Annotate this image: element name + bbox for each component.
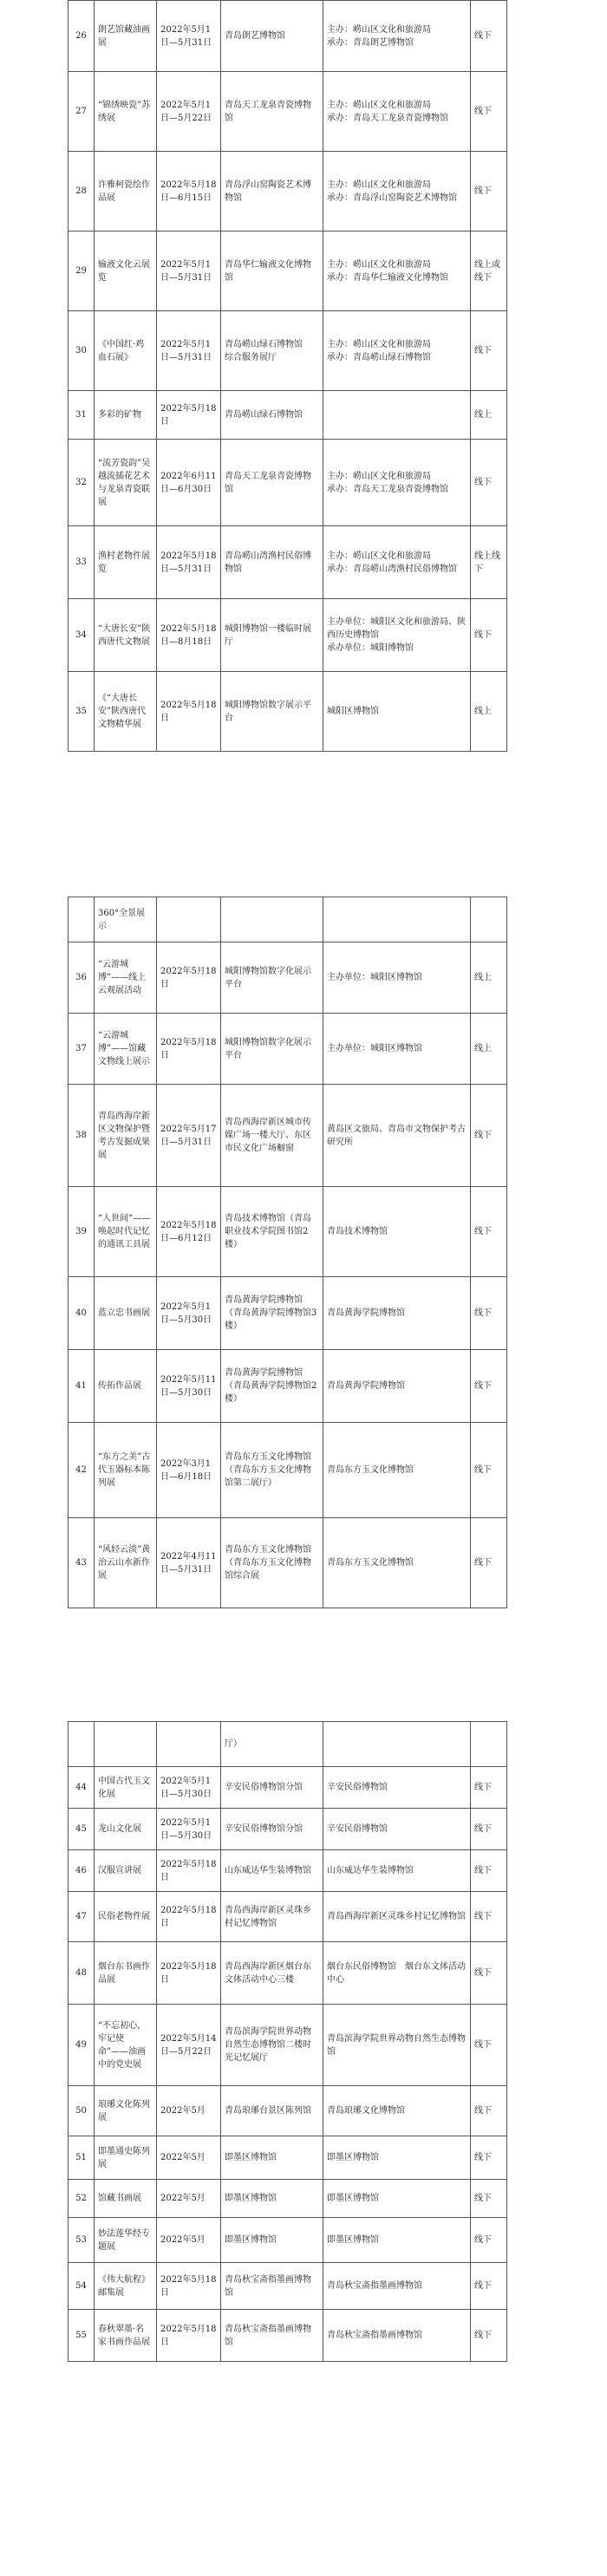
organizer: 即墨区博物馆	[323, 2218, 471, 2263]
organizer: 黄岛区文旅局、青岛市文物保护考古研究所	[323, 1085, 471, 1187]
exhibition-name: 朗艺馆藏油画展	[95, 1, 157, 72]
exhibition-mode: 线下	[471, 1187, 507, 1277]
table-row	[69, 1014, 507, 1085]
row-number: 37	[69, 1014, 95, 1085]
exhibition-venue: 青岛技术博物馆（青岛职业技术学院图书馆2楼）	[221, 1187, 323, 1277]
exhibition-venue: 辛安民俗博物馆分馆	[221, 1809, 323, 1850]
exhibition-venue: 青岛东方玉文化博物馆（青岛东方玉文化博物馆第二展厅）	[221, 1423, 323, 1518]
row-number: 28	[69, 152, 95, 232]
exhibition-mode: 线下	[471, 2086, 507, 2136]
exhibition-mode: 线下	[471, 1850, 507, 1892]
exhibition-name: 青岛西海岸新区文物保护暨考古发掘成果展	[95, 1085, 157, 1187]
exhibition-venue: 青岛黄海学院博物馆（青岛黄海学院博物馆3楼）	[221, 1277, 323, 1350]
exhibition-date: 2022年5月18日	[157, 391, 221, 440]
exhibition-mode: 线上	[471, 1014, 507, 1085]
exhibition-mode	[471, 897, 507, 942]
organizer: 主办：崂山区文化和旅游局 承办：青岛天工龙泉青瓷博物馆	[323, 440, 471, 526]
exhibition-date: 2022年5月	[157, 2218, 221, 2263]
exhibition-name: 烟台东书画作品展	[95, 1942, 157, 2005]
exhibition-venue: 青岛天工龙泉青瓷博物馆	[221, 440, 323, 526]
table-row	[69, 311, 507, 391]
organizer: 主办单位：城阳区博物馆	[323, 1014, 471, 1085]
exhibition-name: 汉服宣讲展	[95, 1850, 157, 1892]
organizer: 青岛黄海学院博物馆	[323, 1350, 471, 1423]
organizer	[323, 391, 471, 440]
row-number: 38	[69, 1085, 95, 1187]
exhibition-mode: 线下	[471, 152, 507, 232]
exhibition-venue: 青岛黄海学院博物馆（青岛黄海学院博物馆2楼）	[221, 1350, 323, 1423]
exhibition-date: 2022年5月18日	[157, 1014, 221, 1085]
row-number: 46	[69, 1850, 95, 1892]
table-row	[69, 1809, 507, 1850]
table-row	[69, 526, 507, 599]
exhibition-venue: 辛安民俗博物馆分馆	[221, 1767, 323, 1809]
exhibition-date: 2022年5月18日	[157, 1892, 221, 1942]
exhibition-mode: 线下	[471, 1085, 507, 1187]
row-number: 53	[69, 2218, 95, 2263]
table-row	[69, 1085, 507, 1187]
row-number: 52	[69, 2180, 95, 2218]
exhibition-venue: 城阳博物馆数字化展示平台	[221, 1014, 323, 1085]
exhibition-venue: 青岛天工龙泉青瓷博物馆	[221, 72, 323, 152]
exhibition-mode: 线上线下	[471, 526, 507, 599]
organizer: 主办单位：城阳区文化和旅游局、陕西历史博物馆 承办单位：城阳博物馆	[323, 599, 471, 672]
organizer: 即墨区博物馆	[323, 2136, 471, 2180]
exhibition-mode: 线下	[471, 2180, 507, 2218]
row-number: 26	[69, 1, 95, 72]
exhibition-name: 多彩的矿物	[95, 391, 157, 440]
organizer: 青岛秋宝斋指墨画博物馆	[323, 2310, 471, 2362]
exhibition-date: 2022年5月14日—5月22日	[157, 2005, 221, 2086]
table-row	[69, 2263, 507, 2310]
organizer: 青岛黄海学院博物馆	[323, 1277, 471, 1350]
exhibition-date: 2022年5月1日—5月30日	[157, 1277, 221, 1350]
organizer: 主办：崂山区文化和旅游局 承办：青岛天工龙泉青瓷博物馆	[323, 72, 471, 152]
exhibition-date: 2022年5月1日—5月30日	[157, 1767, 221, 1809]
exhibition-date: 2022年4月11日—5月31日	[157, 1518, 221, 1608]
organizer: 主办：崂山区文化和旅游局 承办：青岛崂山湾渔村民俗博物馆	[323, 526, 471, 599]
exhibition-mode: 线下	[471, 1, 507, 72]
table-row	[69, 942, 507, 1014]
exhibition-mode: 线上	[471, 672, 507, 752]
exhibition-table-page-1	[68, 0, 507, 752]
exhibition-date: 2022年3月1日—6月18日	[157, 1423, 221, 1518]
row-number: 41	[69, 1350, 95, 1423]
exhibition-venue	[221, 897, 323, 942]
exhibition-date: 2022年5月18日	[157, 2263, 221, 2310]
exhibition-name: 《“大唐长安”陕西唐代文物精华展	[95, 672, 157, 752]
row-number: 48	[69, 1942, 95, 2005]
exhibition-date: 2022年5月18日—6月12日	[157, 1187, 221, 1277]
exhibition-name: “锦绣映瓷”苏绣展	[95, 72, 157, 152]
exhibition-date: 2022年5月	[157, 2136, 221, 2180]
organizer: 辛安民俗博物馆	[323, 1767, 471, 1809]
row-number	[69, 897, 95, 942]
exhibition-name: 春秋翠墨·名家书画作品展	[95, 2310, 157, 2362]
row-number: 47	[69, 1892, 95, 1942]
exhibition-mode: 线下	[471, 2218, 507, 2263]
exhibition-name: 即墨通史陈列展	[95, 2136, 157, 2180]
exhibition-name: “云游城博”——馆藏文物线上展示	[95, 1014, 157, 1085]
organizer: 城阳区博物馆	[323, 672, 471, 752]
exhibition-mode: 线下	[471, 1892, 507, 1942]
exhibition-mode: 线下	[471, 599, 507, 672]
exhibition-date: 2022年5月18日	[157, 1942, 221, 2005]
organizer: 青岛滨海学院世界动物自然生态博物馆	[323, 2005, 471, 2086]
exhibition-date: 2022年5月18日—8月18日	[157, 599, 221, 672]
exhibition-date: 2022年5月1日—5月22日	[157, 72, 221, 152]
table-row	[69, 1423, 507, 1518]
table-row	[69, 1892, 507, 1942]
table-row	[69, 1850, 507, 1892]
organizer: 主办：崂山区文化和旅游局 承办：青岛浮山窑陶瓷艺术博物馆	[323, 152, 471, 232]
row-number: 42	[69, 1423, 95, 1518]
organizer: 烟台东民俗博物馆 烟台东文体活动中心	[323, 1942, 471, 2005]
exhibition-mode: 线下	[471, 2263, 507, 2310]
row-number: 40	[69, 1277, 95, 1350]
exhibition-name: 输液文化云展览	[95, 232, 157, 311]
exhibition-mode: 线下	[471, 1423, 507, 1518]
exhibition-name: 妙法莲华经专题展	[95, 2218, 157, 2263]
table-row	[69, 440, 507, 526]
exhibition-mode: 线下	[471, 2136, 507, 2180]
organizer: 青岛琅琊文化博物馆	[323, 2086, 471, 2136]
exhibition-mode: 线下	[471, 1942, 507, 2005]
exhibition-name: 《中国红·鸡血石展》	[95, 311, 157, 391]
table-row	[69, 2310, 507, 2362]
exhibition-venue: 厅）	[221, 1722, 323, 1767]
exhibition-date: 2022年5月18日	[157, 2310, 221, 2362]
exhibition-venue: 城阳博物馆数字化展示平台	[221, 942, 323, 1014]
exhibition-name: 许雅柯瓷绘作品展	[95, 152, 157, 232]
exhibition-date	[157, 897, 221, 942]
organizer: 青岛东方玉文化博物馆	[323, 1518, 471, 1608]
table-row	[69, 672, 507, 752]
organizer	[323, 1722, 471, 1767]
table-row	[69, 1518, 507, 1608]
exhibition-mode: 线下	[471, 311, 507, 391]
exhibition-mode: 线下	[471, 2005, 507, 2086]
row-number: 44	[69, 1767, 95, 1809]
exhibition-name: 360°全景展示	[95, 897, 157, 942]
exhibition-venue: 青岛朗艺博物馆	[221, 1, 323, 72]
table-row	[69, 1722, 507, 1767]
exhibition-name: 《伟大航程》邮集展	[95, 2263, 157, 2310]
exhibition-name: “人世间”——唤起时代记忆的通讯工具展	[95, 1187, 157, 1277]
exhibition-date: 2022年6月11日—6月30日	[157, 440, 221, 526]
exhibition-venue: 山东威达华生装博物馆	[221, 1850, 323, 1892]
exhibition-mode: 线下	[471, 2310, 507, 2362]
organizer: 山东威达华生装博物馆	[323, 1850, 471, 1892]
table-row	[69, 1187, 507, 1277]
table-row	[69, 152, 507, 232]
exhibition-venue: 即墨区博物馆	[221, 2136, 323, 2180]
exhibition-name: 蓝立忠书画展	[95, 1277, 157, 1350]
exhibition-mode	[471, 1722, 507, 1767]
exhibition-name	[95, 1722, 157, 1767]
exhibition-venue: 即墨区博物馆	[221, 2180, 323, 2218]
row-number: 43	[69, 1518, 95, 1608]
table-row	[69, 391, 507, 440]
exhibition-date: 2022年5月11日—5月30日	[157, 1350, 221, 1423]
row-number: 36	[69, 942, 95, 1014]
exhibition-table-page-2	[68, 897, 507, 1608]
exhibition-name: 琅琊文化陈列展	[95, 2086, 157, 2136]
exhibition-venue: 青岛崂山湾渔村民俗博物馆	[221, 526, 323, 599]
exhibition-venue: 城阳博物馆数字展示平台	[221, 672, 323, 752]
exhibition-mode: 线下	[471, 1767, 507, 1809]
organizer: 辛安民俗博物馆	[323, 1809, 471, 1850]
row-number: 32	[69, 440, 95, 526]
organizer	[323, 897, 471, 942]
exhibition-venue: 青岛秋宝斋指墨画博物馆	[221, 2310, 323, 2362]
exhibition-table-page-3	[68, 1721, 507, 2362]
row-number: 31	[69, 391, 95, 440]
exhibition-mode: 线下	[471, 72, 507, 152]
table-row	[69, 599, 507, 672]
organizer: 主办：崂山区文化和旅游局 承办：青岛华仁输液文化博物馆	[323, 232, 471, 311]
row-number: 55	[69, 2310, 95, 2362]
exhibition-mode: 线下	[471, 1277, 507, 1350]
row-number: 54	[69, 2263, 95, 2310]
exhibition-name: “不忘初心，牢记使命”——油画中的党史展	[95, 2005, 157, 2086]
exhibition-name: 传拓作品展	[95, 1350, 157, 1423]
organizer: 青岛技术博物馆	[323, 1187, 471, 1277]
exhibition-venue: 青岛秋宝斋指墨画博物馆	[221, 2263, 323, 2310]
exhibition-date: 2022年5月1日—5月31日	[157, 311, 221, 391]
organizer: 主办：崂山区文化和旅游局 承办：青岛崂山绿石博物馆	[323, 311, 471, 391]
exhibition-venue: 即墨区博物馆	[221, 2218, 323, 2263]
exhibition-venue: 青岛华仁输液文化博物馆	[221, 232, 323, 311]
exhibition-venue: 青岛琅琊台景区陈列馆	[221, 2086, 323, 2136]
exhibition-mode: 线下	[471, 440, 507, 526]
exhibition-date: 2022年5月1日—5月30日	[157, 1809, 221, 1850]
exhibition-venue: 城阳博物馆一楼临时展厅	[221, 599, 323, 672]
exhibition-date: 2022年5月1日—5月31日	[157, 232, 221, 311]
exhibition-venue: 青岛西海岸新区城市传媒广场一楼大厅、东区市民文化广场橱窗	[221, 1085, 323, 1187]
exhibition-name: “大唐长安”陕西唐代文物展	[95, 599, 157, 672]
exhibition-venue: 青岛西海岸新区灵珠乡村记忆博物馆	[221, 1892, 323, 1942]
exhibition-mode: 线上	[471, 391, 507, 440]
exhibition-date: 2022年5月1日—5月31日	[157, 1, 221, 72]
table-row	[69, 1277, 507, 1350]
organizer: 青岛西海岸新区灵珠乡村记忆博物馆	[323, 1892, 471, 1942]
exhibition-date: 2022年5月18日	[157, 1850, 221, 1892]
exhibition-date: 2022年5月17日—5月31日	[157, 1085, 221, 1187]
row-number: 51	[69, 2136, 95, 2180]
exhibition-name: 渔村老物件展览	[95, 526, 157, 599]
exhibition-venue: 青岛崂山绿石博物馆 综合服务展厅	[221, 311, 323, 391]
row-number: 35	[69, 672, 95, 752]
exhibition-date: 2022年5月	[157, 2086, 221, 2136]
row-number: 39	[69, 1187, 95, 1277]
exhibition-venue: 青岛滨海学院世界动物自然生态博物馆二楼时光记忆展厅	[221, 2005, 323, 2086]
table-row	[69, 2180, 507, 2218]
exhibition-date: 2022年5月18日—5月31日	[157, 526, 221, 599]
row-number: 30	[69, 311, 95, 391]
table-row	[69, 1942, 507, 2005]
exhibition-name: “流芳瓷韵”吴越流插花艺术与龙泉青瓷联展	[95, 440, 157, 526]
exhibition-name: 龙山文化展	[95, 1809, 157, 1850]
table-row	[69, 1, 507, 72]
exhibition-name: 馆藏书画展	[95, 2180, 157, 2218]
table-row	[69, 1767, 507, 1809]
exhibition-date	[157, 1722, 221, 1767]
exhibition-name: 民俗老物件展	[95, 1892, 157, 1942]
table-row	[69, 1350, 507, 1423]
exhibition-venue: 青岛东方玉文化博物馆（青岛东方玉文化博物馆综合展	[221, 1518, 323, 1608]
table-row	[69, 2136, 507, 2180]
organizer: 青岛东方玉文化博物馆	[323, 1423, 471, 1518]
exhibition-venue: 青岛浮山窑陶瓷艺术博物馆	[221, 152, 323, 232]
table-row	[69, 897, 507, 942]
table-row	[69, 72, 507, 152]
exhibition-date: 2022年5月18日	[157, 942, 221, 1014]
organizer: 即墨区博物馆	[323, 2180, 471, 2218]
exhibition-name: “东方之美”古代玉器标本陈列展	[95, 1423, 157, 1518]
exhibition-venue: 青岛崂山绿石博物馆	[221, 391, 323, 440]
row-number: 34	[69, 599, 95, 672]
row-number: 33	[69, 526, 95, 599]
organizer: 主办单位：城阳区博物馆	[323, 942, 471, 1014]
exhibition-mode: 线下	[471, 1350, 507, 1423]
exhibition-date: 2022年5月18日	[157, 672, 221, 752]
table-row	[69, 2218, 507, 2263]
row-number: 49	[69, 2005, 95, 2086]
exhibition-name: 中国古代玉文化展	[95, 1767, 157, 1809]
row-number: 29	[69, 232, 95, 311]
exhibition-mode: 线下	[471, 1809, 507, 1850]
exhibition-date: 2022年5月18日—6月15日	[157, 152, 221, 232]
exhibition-name: “云游城博”——线上云观展活动	[95, 942, 157, 1014]
exhibition-mode: 线上	[471, 942, 507, 1014]
organizer: 青岛秋宝斋指墨画博物馆	[323, 2263, 471, 2310]
organizer: 主办：崂山区文化和旅游局 承办：青岛朗艺博物馆	[323, 1, 471, 72]
exhibition-venue: 青岛西海岸新区烟台东文体活动中心三楼	[221, 1942, 323, 2005]
table-row	[69, 2005, 507, 2086]
table-row	[69, 232, 507, 311]
table-row	[69, 2086, 507, 2136]
exhibition-name: “风轻云淡”黄治云山水新作展	[95, 1518, 157, 1608]
row-number: 45	[69, 1809, 95, 1850]
row-number: 27	[69, 72, 95, 152]
exhibition-mode: 线上或线下	[471, 232, 507, 311]
row-number: 50	[69, 2086, 95, 2136]
row-number	[69, 1722, 95, 1767]
exhibition-date: 2022年5月	[157, 2180, 221, 2218]
exhibition-mode: 线下	[471, 1518, 507, 1608]
